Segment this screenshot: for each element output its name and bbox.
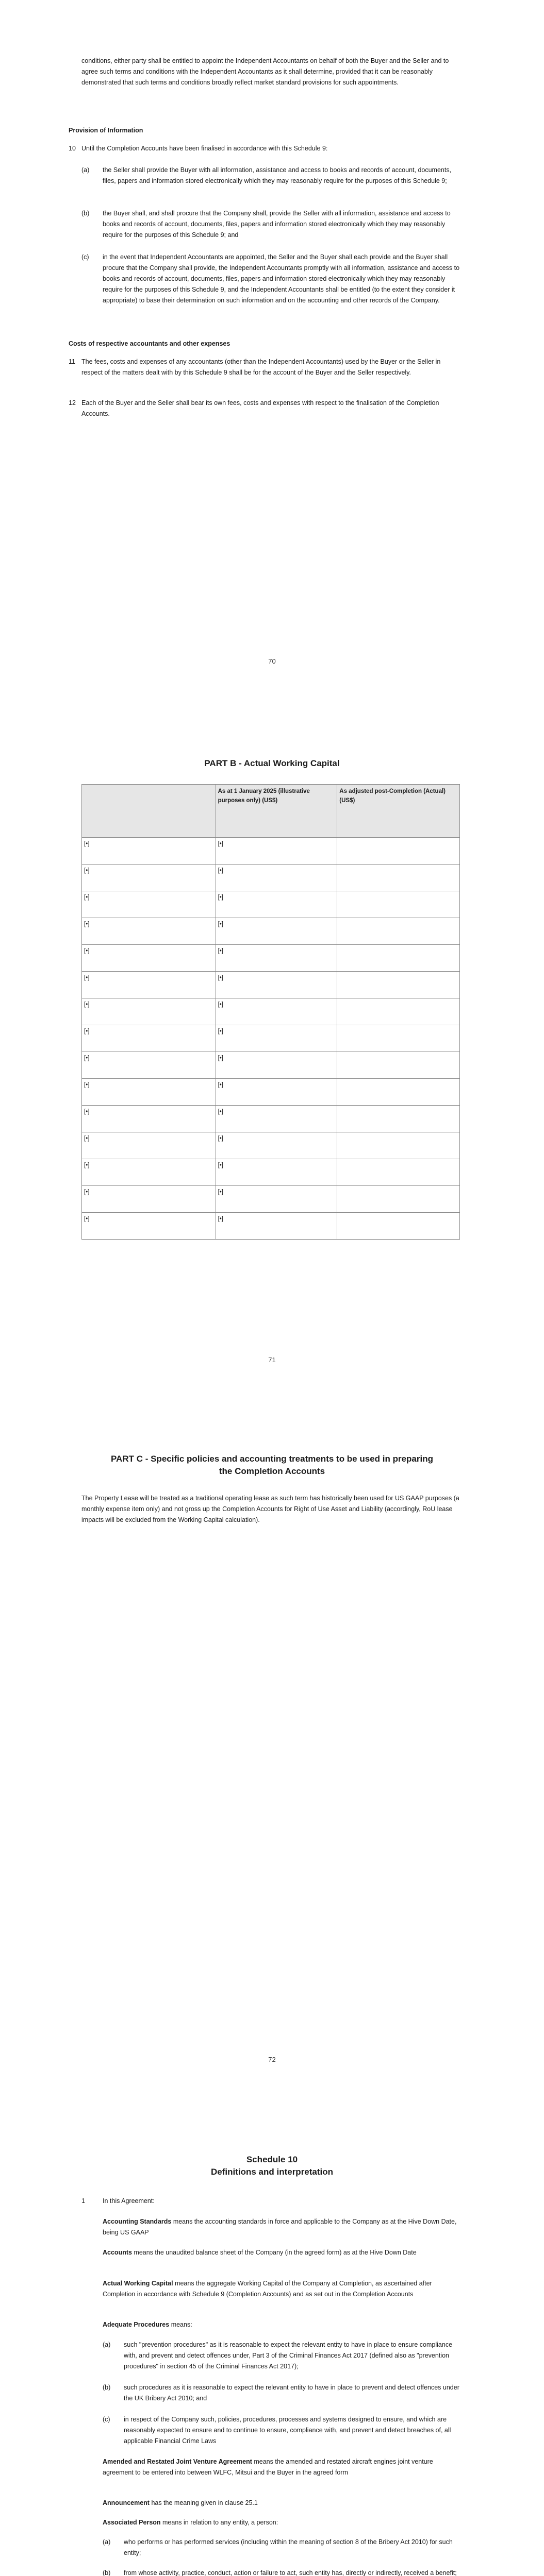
intro-fragment: conditions, either party shall be entitled to appoint the Independent Accountants on behalf of both the Buyer and the Seller and to agree such terms and conditions with the Independent Accountants as it shall determine, provided that it can be reasonably demonstrated that such terms and conditions broadly reflect market standard provisions for such appointments. xyxy=(81,57,449,86)
table-cell: [•] xyxy=(82,918,216,945)
table-cell xyxy=(337,918,460,945)
table-cell: [•] xyxy=(82,1159,216,1186)
table-cell: [•] xyxy=(216,1159,337,1186)
defined-term: Accounting Standards xyxy=(103,2218,172,2225)
table-row xyxy=(82,1025,460,1052)
sub-label: (b) xyxy=(81,210,90,217)
definition-adequate-procedures xyxy=(103,2319,460,2330)
table-row xyxy=(82,838,460,865)
table-cell: [•] xyxy=(82,998,216,1025)
clause-10a-text: the Seller shall provide the Buyer with all information, assistance and access to books and records of account, documents, files, papers and information stored electronically which they may reasonably require for the purposes of this Schedule 9; xyxy=(103,166,452,184)
definition-accounts xyxy=(103,2247,460,2258)
table-cell xyxy=(337,945,460,972)
clause-11-text: The fees, costs and expenses of any accountants (other than the Independent Accountants) used by the Buyer or the Seller in respect of the matters dealt with by this Schedule 9 shall be for the account of the Buyer and the Seller respectively. xyxy=(81,358,441,376)
clause-12-text: Each of the Buyer and the Seller shall bear its own fees, costs and expenses with respect to the finalisation of the Completion Accounts. xyxy=(81,399,439,417)
clause-1-text: In this Agreement: xyxy=(103,2197,155,2205)
defined-term: Announcement xyxy=(103,2499,150,2506)
table-cell xyxy=(337,1052,460,1079)
table-header-cell: As at 1 January 2025 (illustrative purposes only) (US$) xyxy=(216,785,337,838)
sub-label: (a) xyxy=(103,2341,111,2348)
table-row xyxy=(82,1132,460,1159)
definition-text: means the accounting standards in force and applicable to the Company as at the Hive Down Date, being US GAAP xyxy=(103,2218,457,2236)
definition-text: means in relation to any entity, a person: xyxy=(160,2519,278,2526)
table-cell: [•] xyxy=(216,865,337,891)
adequate-procedures-c: in respect of the Company such, policies, procedures, processes and systems designed to ensure, and which are reasonably expected to ensure and to continue to ensure, compliance with, and prevent and detect breaches of, all applicable Financial Crime Laws xyxy=(124,2416,451,2445)
sub-label: (a) xyxy=(103,2538,111,2546)
defined-term: Accounts xyxy=(103,2249,132,2256)
table-cell xyxy=(337,1159,460,1186)
page-number: 71 xyxy=(268,1356,276,1364)
table-cell: [•] xyxy=(216,1025,337,1052)
table-cell: [•] xyxy=(216,972,337,998)
definition-amended-restated-jva xyxy=(103,2456,460,2478)
table-cell xyxy=(337,998,460,1025)
clause-number: 1 xyxy=(81,2197,85,2205)
table-cell: [•] xyxy=(82,891,216,918)
adequate-procedures-b: such procedures as it is reasonable to expect the relevant entity to have in place to prevent and detect offences under the UK Bribery Act 2010; and xyxy=(124,2384,459,2402)
table-cell: [•] xyxy=(82,1025,216,1052)
working-capital-table xyxy=(81,784,460,1240)
clause-number: 12 xyxy=(69,399,76,406)
table-row xyxy=(82,1186,460,1213)
page-number: 70 xyxy=(268,657,276,665)
table-cell: [•] xyxy=(82,972,216,998)
table-cell xyxy=(337,1106,460,1132)
table-cell xyxy=(337,891,460,918)
adequate-procedures-a: such "prevention procedures" as it is reasonable to expect the relevant entity to have in place to ensure compliance with, and prevent and detect offences under, Part 3 of the Criminal Finances Act 2017 (defined also as "prevention procedures" in section 45 of the Criminal Finances Act 2017); xyxy=(124,2341,453,2370)
definition-text: means the aggregate Working Capital of the Company at Completion, as ascertained after Completion in accordance with Schedule 9 (Completion Accounts) and as set out in the Completion Accounts xyxy=(103,2280,432,2298)
table-cell: [•] xyxy=(216,998,337,1025)
clause-number: 10 xyxy=(69,145,76,152)
heading-provision-of-information: Provision of Information xyxy=(69,127,143,134)
table-cell xyxy=(337,865,460,891)
table-row xyxy=(82,998,460,1025)
heading-costs: Costs of respective accountants and other expenses xyxy=(69,340,230,347)
table-header-row xyxy=(82,785,460,838)
schedule-title: Schedule 10 xyxy=(246,2155,298,2164)
table-cell: [•] xyxy=(216,1106,337,1132)
table-cell xyxy=(337,1213,460,1240)
policy-text: The Property Lease will be treated as a traditional operating lease as such term has historically been used for US GAAP purposes (a monthly expense item only) and not gross up the Completion Accounts for Right of Use Asset and Liability (accordingly, RoU lease impacts will be excluded from the Working Capital calculation). xyxy=(81,1495,459,1523)
table-cell: [•] xyxy=(216,1132,337,1159)
table-cell xyxy=(337,1079,460,1106)
table-row xyxy=(82,1159,460,1186)
defined-term: Amended and Restated Joint Venture Agreement xyxy=(103,2458,252,2465)
table-cell: [•] xyxy=(82,1052,216,1079)
table-cell: [•] xyxy=(216,1052,337,1079)
definition-associated-person xyxy=(103,2517,460,2528)
table-cell xyxy=(337,1025,460,1052)
table-header-cell: As adjusted post-Completion (Actual) (US$) xyxy=(337,785,460,838)
table-cell: [•] xyxy=(82,1186,216,1213)
page-number: 72 xyxy=(268,2056,276,2063)
page-title: PART B - Actual Working Capital xyxy=(204,758,340,768)
clause-10-text: Until the Completion Accounts have been finalised in accordance with this Schedule 9: xyxy=(81,145,328,152)
table-row xyxy=(82,945,460,972)
table-cell: [•] xyxy=(216,918,337,945)
definition-text: means the unaudited balance sheet of the Company (in the agreed form) as at the Hive Down Date xyxy=(131,2249,417,2256)
table-cell xyxy=(337,1132,460,1159)
table-cell: [•] xyxy=(82,1132,216,1159)
table-row xyxy=(82,1052,460,1079)
definition-text: means: xyxy=(169,2321,192,2328)
sub-label: (c) xyxy=(81,253,89,261)
table-cell: [•] xyxy=(82,945,216,972)
table-cell: [•] xyxy=(216,945,337,972)
table-cell: [•] xyxy=(82,838,216,865)
sub-label: (a) xyxy=(81,166,90,174)
associated-person-a: who performs or has performed services (including within the meaning of section 8 of the Bribery Act 2010) for such entity; xyxy=(124,2538,453,2556)
table-cell: [•] xyxy=(82,1106,216,1132)
table-row xyxy=(82,1079,460,1106)
table-row xyxy=(82,865,460,891)
clause-10b-text: the Buyer shall, and shall procure that the Company shall, provide the Seller with all information, assistance and access to books and records of account, documents, files, papers and information stored electronically which they may reasonably require for the purposes of this Schedule 9; and xyxy=(103,210,451,239)
associated-person-b: from whose activity, practice, conduct, action or failure to act, such entity has, directly or indirectly, received a benefit; xyxy=(124,2569,457,2576)
table-cell: [•] xyxy=(216,891,337,918)
schedule-subtitle: Definitions and interpretation xyxy=(210,2167,334,2177)
defined-term: Associated Person xyxy=(103,2519,161,2526)
table-cell: [•] xyxy=(82,1079,216,1106)
defined-term: Actual Working Capital xyxy=(103,2280,173,2287)
table-row xyxy=(82,972,460,998)
definition-text: has the meaning given in clause 25.1 xyxy=(149,2499,258,2506)
table-cell xyxy=(337,1186,460,1213)
table-row xyxy=(82,1106,460,1132)
table-cell: [•] xyxy=(216,1186,337,1213)
definition-announcement xyxy=(103,2498,460,2509)
definition-actual-working-capital xyxy=(103,2278,460,2300)
defined-term: Adequate Procedures xyxy=(103,2321,170,2328)
table-row xyxy=(82,891,460,918)
table-row xyxy=(82,918,460,945)
table-cell: [•] xyxy=(82,865,216,891)
table-cell: [•] xyxy=(216,1079,337,1106)
table-cell xyxy=(337,972,460,998)
definition-accounting-standards xyxy=(103,2216,460,2238)
sub-label: (c) xyxy=(103,2416,110,2423)
table-cell: [•] xyxy=(216,838,337,865)
clause-10c-text: in the event that Independent Accountants are appointed, the Seller and the Buyer shall each provide and the Buyer shall procure that the Company shall provide, the Independent Accountants promptly with all information, assistance and access to books and records of account, documents, files, papers and information stored electronically which they may reasonably require for the purposes of this Schedule 9, and the Independent Accountants shall be entitled (to the extent they consider it appropriate) to base their determination on such information and on the accounting and other records of the Company. xyxy=(103,253,460,304)
table-cell xyxy=(337,838,460,865)
sub-label: (b) xyxy=(103,2569,111,2576)
page-title: PART C - Specific policies and accounting treatments to be used in preparing xyxy=(110,1454,433,1464)
table-header-cell xyxy=(82,785,216,838)
table-row xyxy=(82,1213,460,1240)
table-cell: [•] xyxy=(82,1213,216,1240)
clause-number: 11 xyxy=(69,358,75,365)
table-cell: [•] xyxy=(216,1213,337,1240)
sub-label: (b) xyxy=(103,2384,111,2391)
definition-text: means the amended and restated aircraft engines joint venture agreement to be entered into between WLFC, Mitsui and the Buyer in the agreed form xyxy=(103,2458,433,2476)
page-title-line-2: the Completion Accounts xyxy=(219,1466,325,1476)
